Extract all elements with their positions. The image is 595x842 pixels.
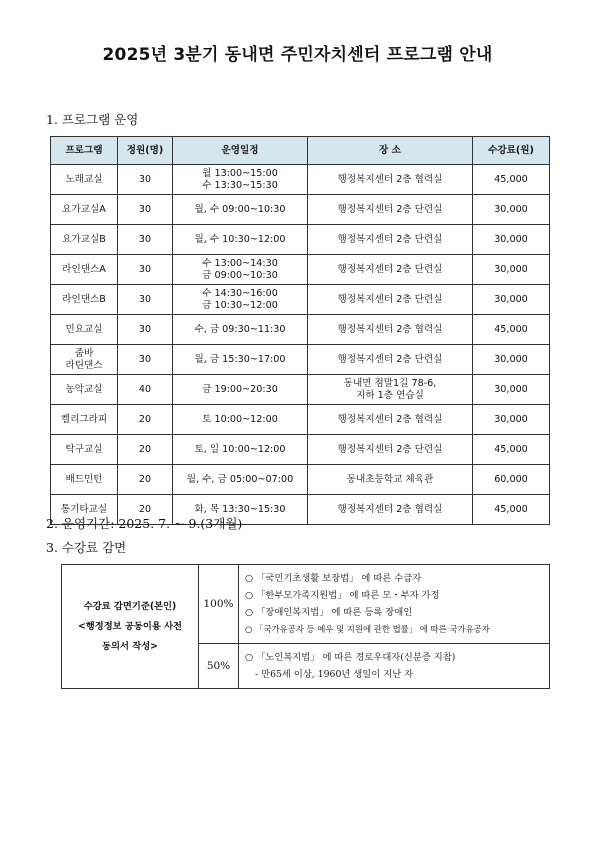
header-program: 프로그램 <box>51 137 118 165</box>
section-heading-program: 1. 프로그램 운영 <box>46 112 139 127</box>
table-row <box>51 195 550 225</box>
discount-item: ○ 「국가유공자 등 예우 및 지원에 관한 법률」 에 따른 국가유공자 <box>245 624 490 634</box>
program-name-cell: 민요교실 <box>51 315 118 345</box>
fee-cell: 30,000 <box>473 195 550 225</box>
program-table <box>50 136 550 525</box>
discount-criteria-line: <행정정보 공동이용 사전 <box>77 620 183 632</box>
fee-cell: 30,000 <box>473 375 550 405</box>
schedule-cell: 수 14:30~16:00 금 10:30~12:00 <box>173 285 308 315</box>
location-cell: 행정복지센터 2층 협력실 <box>308 495 473 525</box>
program-name-cell: 요가교실B <box>51 225 118 255</box>
capacity-cell: 20 <box>118 495 173 525</box>
header-schedule: 운영일정 <box>173 137 308 165</box>
fee-cell: 45,000 <box>473 435 550 465</box>
location-cell: 행정복지센터 2층 협력실 <box>308 165 473 195</box>
location-cell: 행정복지센터 2층 단련실 <box>308 435 473 465</box>
table-row <box>51 165 550 195</box>
table-row <box>51 465 550 495</box>
discount-items-half <box>239 644 550 689</box>
fee-cell: 30,000 <box>473 255 550 285</box>
program-name-cell: 켈리그라피 <box>51 405 118 435</box>
schedule-cell: 수 13:00~14:30 금 09:00~10:30 <box>173 255 308 285</box>
discount-row-full <box>62 565 550 644</box>
table-row <box>51 345 550 375</box>
header-capacity: 정원(명) <box>118 137 173 165</box>
capacity-cell: 20 <box>118 435 173 465</box>
discount-percent-full: 100% <box>199 565 239 644</box>
program-name-cell: 줌바 라틴댄스 <box>51 345 118 375</box>
capacity-cell: 30 <box>118 225 173 255</box>
table-row <box>51 315 550 345</box>
table-row <box>51 435 550 465</box>
discount-table <box>61 564 550 689</box>
schedule-cell: 월, 금 15:30~17:00 <box>173 345 308 375</box>
location-cell: 행정복지센터 2층 협력실 <box>308 405 473 435</box>
location-cell: 행정복지센터 2층 단련실 <box>308 225 473 255</box>
table-row <box>51 255 550 285</box>
schedule-cell: 금 19:00~20:30 <box>173 375 308 405</box>
capacity-cell: 30 <box>118 195 173 225</box>
section-heading-period: 2. 운영기간: 2025. 7. ~ 9.(3개월) <box>46 516 243 531</box>
capacity-cell: 30 <box>118 165 173 195</box>
discount-criteria-line: 동의서 작성> <box>102 640 158 652</box>
capacity-cell: 30 <box>118 255 173 285</box>
section-heading-discount: 3. 수강료 감면 <box>46 540 127 555</box>
table-row <box>51 375 550 405</box>
table-row <box>51 225 550 255</box>
schedule-cell: 월 13:00~15:00 수 13:30~15:30 <box>173 165 308 195</box>
discount-item-note: - 만65세 이상, 1960년 생일이 지난 자 <box>255 669 414 680</box>
location-cell: 행정복지센터 2층 단련실 <box>308 255 473 285</box>
capacity-cell: 30 <box>118 345 173 375</box>
header-location: 장 소 <box>308 137 473 165</box>
capacity-cell: 30 <box>118 285 173 315</box>
discount-item: ○ 「국민기초생활 보장법」 에 따른 수급자 <box>245 573 422 584</box>
fee-cell: 45,000 <box>473 495 550 525</box>
discount-item: ○ 「한부모가족지원법」 에 따른 모・부자 가정 <box>245 590 440 601</box>
schedule-cell: 토, 일 10:00~12:00 <box>173 435 308 465</box>
discount-criteria-line: 수강료 감면기준(본인) <box>83 600 177 612</box>
location-cell: 행정복지센터 2층 협력실 <box>308 315 473 345</box>
fee-cell: 30,000 <box>473 225 550 255</box>
fee-cell: 45,000 <box>473 315 550 345</box>
program-table-header <box>51 137 550 165</box>
program-name-cell: 요가교실A <box>51 195 118 225</box>
program-name-cell: 배드민턴 <box>51 465 118 495</box>
capacity-cell: 30 <box>118 315 173 345</box>
program-name-cell: 라인댄스A <box>51 255 118 285</box>
schedule-cell: 수, 금 09:30~11:30 <box>173 315 308 345</box>
page-title: 2025년 3분기 동내면 주민자치센터 프로그램 안내 <box>102 45 493 65</box>
capacity-cell: 40 <box>118 375 173 405</box>
discount-item: ○ 「장애인복지법」 에 따른 등록 장애인 <box>245 607 413 618</box>
schedule-cell: 화, 목 13:30~15:30 <box>173 495 308 525</box>
location-cell: 행정복지센터 2층 단련실 <box>308 285 473 315</box>
discount-item: ○ 「노인복지법」 에 따른 경로우대자(신분증 지참) <box>245 652 456 663</box>
location-cell: 행정복지센터 2층 단련실 <box>308 345 473 375</box>
discount-items-full <box>239 565 550 644</box>
discount-criteria-cell <box>62 565 199 689</box>
schedule-cell: 월, 수 10:30~12:00 <box>173 225 308 255</box>
capacity-cell: 20 <box>118 405 173 435</box>
discount-percent-half: 50% <box>199 644 239 689</box>
location-cell: 행정복지센터 2층 단련실 <box>308 195 473 225</box>
program-name-cell: 통기타교실 <box>51 495 118 525</box>
fee-cell: 45,000 <box>473 165 550 195</box>
schedule-cell: 월, 수, 금 05:00~07:00 <box>173 465 308 495</box>
fee-cell: 30,000 <box>473 345 550 375</box>
table-row <box>51 405 550 435</box>
fee-cell: 30,000 <box>473 285 550 315</box>
schedule-cell: 월, 수 09:00~10:30 <box>173 195 308 225</box>
capacity-cell: 20 <box>118 465 173 495</box>
program-name-cell: 노래교실 <box>51 165 118 195</box>
program-name-cell: 농악교실 <box>51 375 118 405</box>
program-name-cell: 탁구교실 <box>51 435 118 465</box>
header-fee: 수강료(원) <box>473 137 550 165</box>
schedule-cell: 토 10:00~12:00 <box>173 405 308 435</box>
location-cell: 동내면 점말1길 78-6, 지하 1층 연습실 <box>308 375 473 405</box>
location-cell: 동내초등학교 체육관 <box>308 465 473 495</box>
fee-cell: 60,000 <box>473 465 550 495</box>
fee-cell: 30,000 <box>473 405 550 435</box>
table-row <box>51 285 550 315</box>
program-name-cell: 라인댄스B <box>51 285 118 315</box>
